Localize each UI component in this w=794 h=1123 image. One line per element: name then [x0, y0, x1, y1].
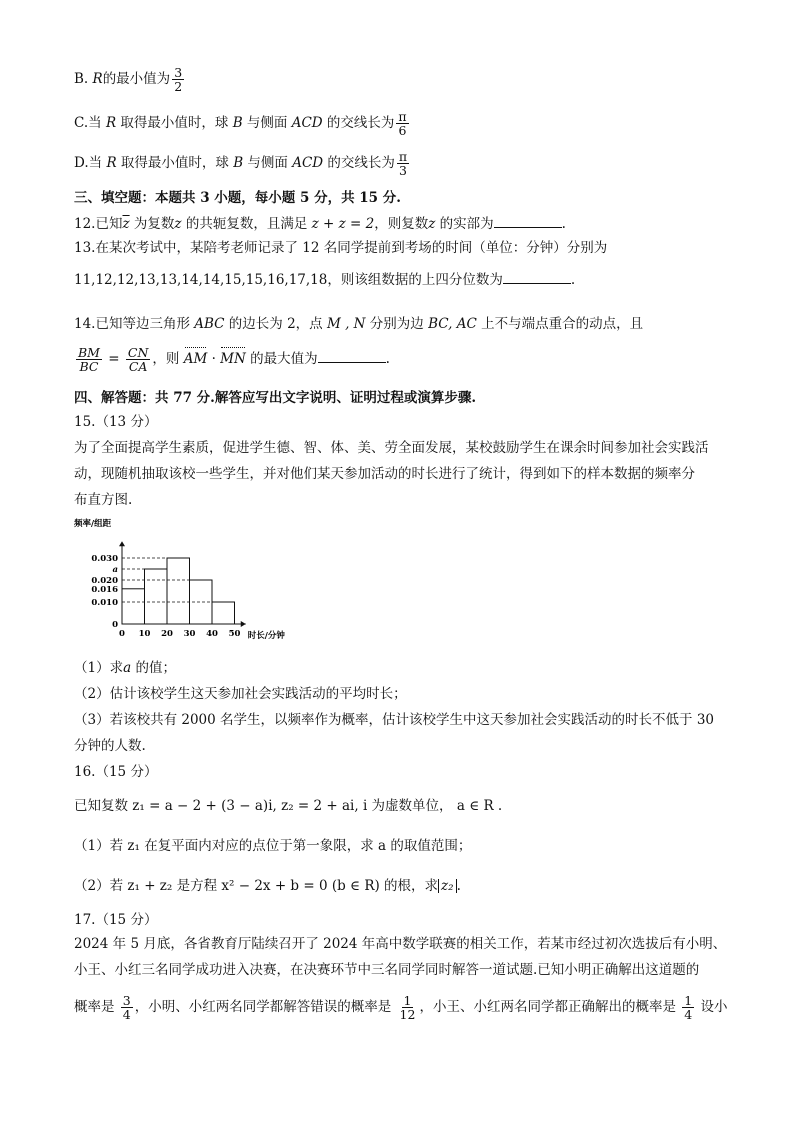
histogram-bar	[212, 602, 235, 624]
y-axis-label: 频率/组距	[74, 519, 112, 529]
question-14-line1: 14.已知等边三角形 ABC 的边长为 2，点 M , N 分别为边 BC, AC 上不与端点重合的动点，且	[74, 316, 644, 332]
fraction: $\frac{1}{4}$	[684, 993, 693, 1023]
fraction: $\frac{\pi}{3}$	[398, 149, 408, 179]
question-17-p1: 2024 年 5 月底，各省教育厅陆续召开了 2024 年高中数学联赛的相关工作，若某市经过初次选拔后有小明、	[74, 936, 727, 952]
y-tick-label: a	[112, 565, 118, 575]
y-tick-label: 0.020	[91, 576, 118, 586]
question-13-line2: 11,12,12,13,13,14,14,15,15,16,17,18，则该组数据的上四分位数为 .	[74, 272, 576, 288]
answer-blank[interactable]	[503, 270, 571, 284]
x-tick-label: 30	[183, 629, 196, 639]
histogram-bar	[145, 569, 168, 624]
fraction: $\frac{CN}{CA}$	[127, 345, 149, 375]
x-tick-label: 0	[119, 629, 125, 639]
option-c: C.当 R 取得最小值时，球 B 与侧面 ACD 的交线长为 $\frac{\pi}{6}$	[74, 109, 407, 139]
section-4-title: 四、解答题：共 77 分.解答应写出文字说明、证明过程或演算步骤.	[74, 390, 477, 406]
y-tick-label: 0	[112, 620, 118, 630]
modulus: z₂	[438, 879, 457, 893]
question-17-p3: 概率是 $\frac{3}{4}$ ，小明、小红两名同学都解答错误的概率是 $\frac{1}{12}$ ，小王、小红两名同学都正确解出的概率是 $\frac{1}{4}$ 设小	[74, 993, 728, 1023]
question-15-head: 15.（13 分）	[74, 414, 158, 430]
question-17-head: 17.（15 分）	[74, 912, 158, 928]
question-12: 12.已知$\overline{z}$ 为复数z 的共轭复数，且满足 z + z = 2，则复数z 的实部为 .	[74, 216, 566, 232]
y-tick-label: 0.010	[91, 598, 118, 608]
question-16-given: 已知复数 z₁ = a − 2 + (3 − a)i, z₂ = 2 + ai, i 为虚数单位， a ∈ R .	[74, 798, 503, 814]
frequency-histogram	[70, 516, 300, 650]
question-15-p2: 动，现随机抽取该校一些学生，并对他们某天参加活动的时长进行了统计，得到如下的样本数据的频率分	[74, 466, 695, 482]
section-3-title: 三、填空题：本题共 3 小题，每小题 5 分，共 15 分.	[74, 190, 401, 206]
y-tick-label: 0.016	[91, 584, 118, 595]
question-15-p3: 布直方图.	[74, 492, 133, 508]
question-17-p2: 小王、小红三名同学成功进入决赛，在决赛环节中三名同学同时解答一道试题.已知小明正确解出这道题的	[74, 962, 700, 978]
question-16-s2: （2）若 z₁ + z₂ 是方程 x² − 2x + b = 0 (b ∈ R) 的根，求 z₂ .	[74, 878, 461, 894]
x-tick-label: 20	[161, 629, 173, 639]
question-13-line1: 13.在某次考试中，某陪考老师记录了 12 名同学提前到考场的时间（单位：分钟）分别为	[74, 240, 608, 256]
question-16-s1: （1）若 z₁ 在复平面内对应的点位于第一象限，求 a 的取值范围；	[74, 838, 472, 854]
x-axis-arrow	[241, 621, 246, 627]
question-15-s2: （2）估计该校学生这天参加社会实践活动的平均时长；	[74, 686, 407, 702]
option-b: B. R的最小值为 $\frac{3}{2}$	[74, 65, 183, 95]
x-tick-label: 10	[138, 629, 151, 639]
x-tick-label: 40	[206, 629, 218, 639]
vector-am: AM	[183, 351, 208, 368]
question-14-line2: $\frac{BM}{BC}$ = $\frac{CN}{CA}$ ，则 AM · MN 的最大值为 .	[78, 345, 390, 375]
fraction: $\frac{BM}{BC}$	[78, 345, 100, 375]
fraction: $\frac{\pi}{6}$	[398, 109, 407, 139]
answer-blank[interactable]	[494, 214, 562, 228]
fraction: $\frac{3}{4}$	[122, 993, 131, 1023]
question-15-s3a: （3）若该校共有 2000 名学生，以频率作为概率，估计该校学生中这天参加社会实践活动的时长不低于 30	[74, 712, 714, 728]
x-axis-label: 时长/分钟	[247, 631, 285, 641]
question-15-s3b: 分钟的人数.	[74, 738, 146, 754]
vector-mn: MN	[220, 351, 246, 368]
histogram-bar	[122, 589, 145, 624]
question-16-head: 16.（15 分）	[74, 764, 158, 780]
fraction: $\frac{3}{2}$	[174, 65, 183, 95]
x-tick-label: 50	[228, 629, 241, 639]
y-axis-arrow	[119, 541, 125, 546]
answer-blank[interactable]	[318, 349, 386, 363]
y-tick-label: 0.030	[91, 554, 118, 564]
question-15-s1: （1）求a 的值；	[74, 660, 176, 676]
histogram-bar	[167, 558, 190, 624]
question-15-p1: 为了全面提高学生素质，促进学生德、智、体、美、劳全面发展，某校鼓励学生在课余时间参加社会实践活	[74, 440, 709, 456]
fraction: $\frac{1}{12}$	[399, 993, 416, 1023]
option-d: D.当 R 取得最小值时，球 B 与侧面 ACD 的交线长为 $\frac{\pi}{3}$	[74, 149, 408, 179]
